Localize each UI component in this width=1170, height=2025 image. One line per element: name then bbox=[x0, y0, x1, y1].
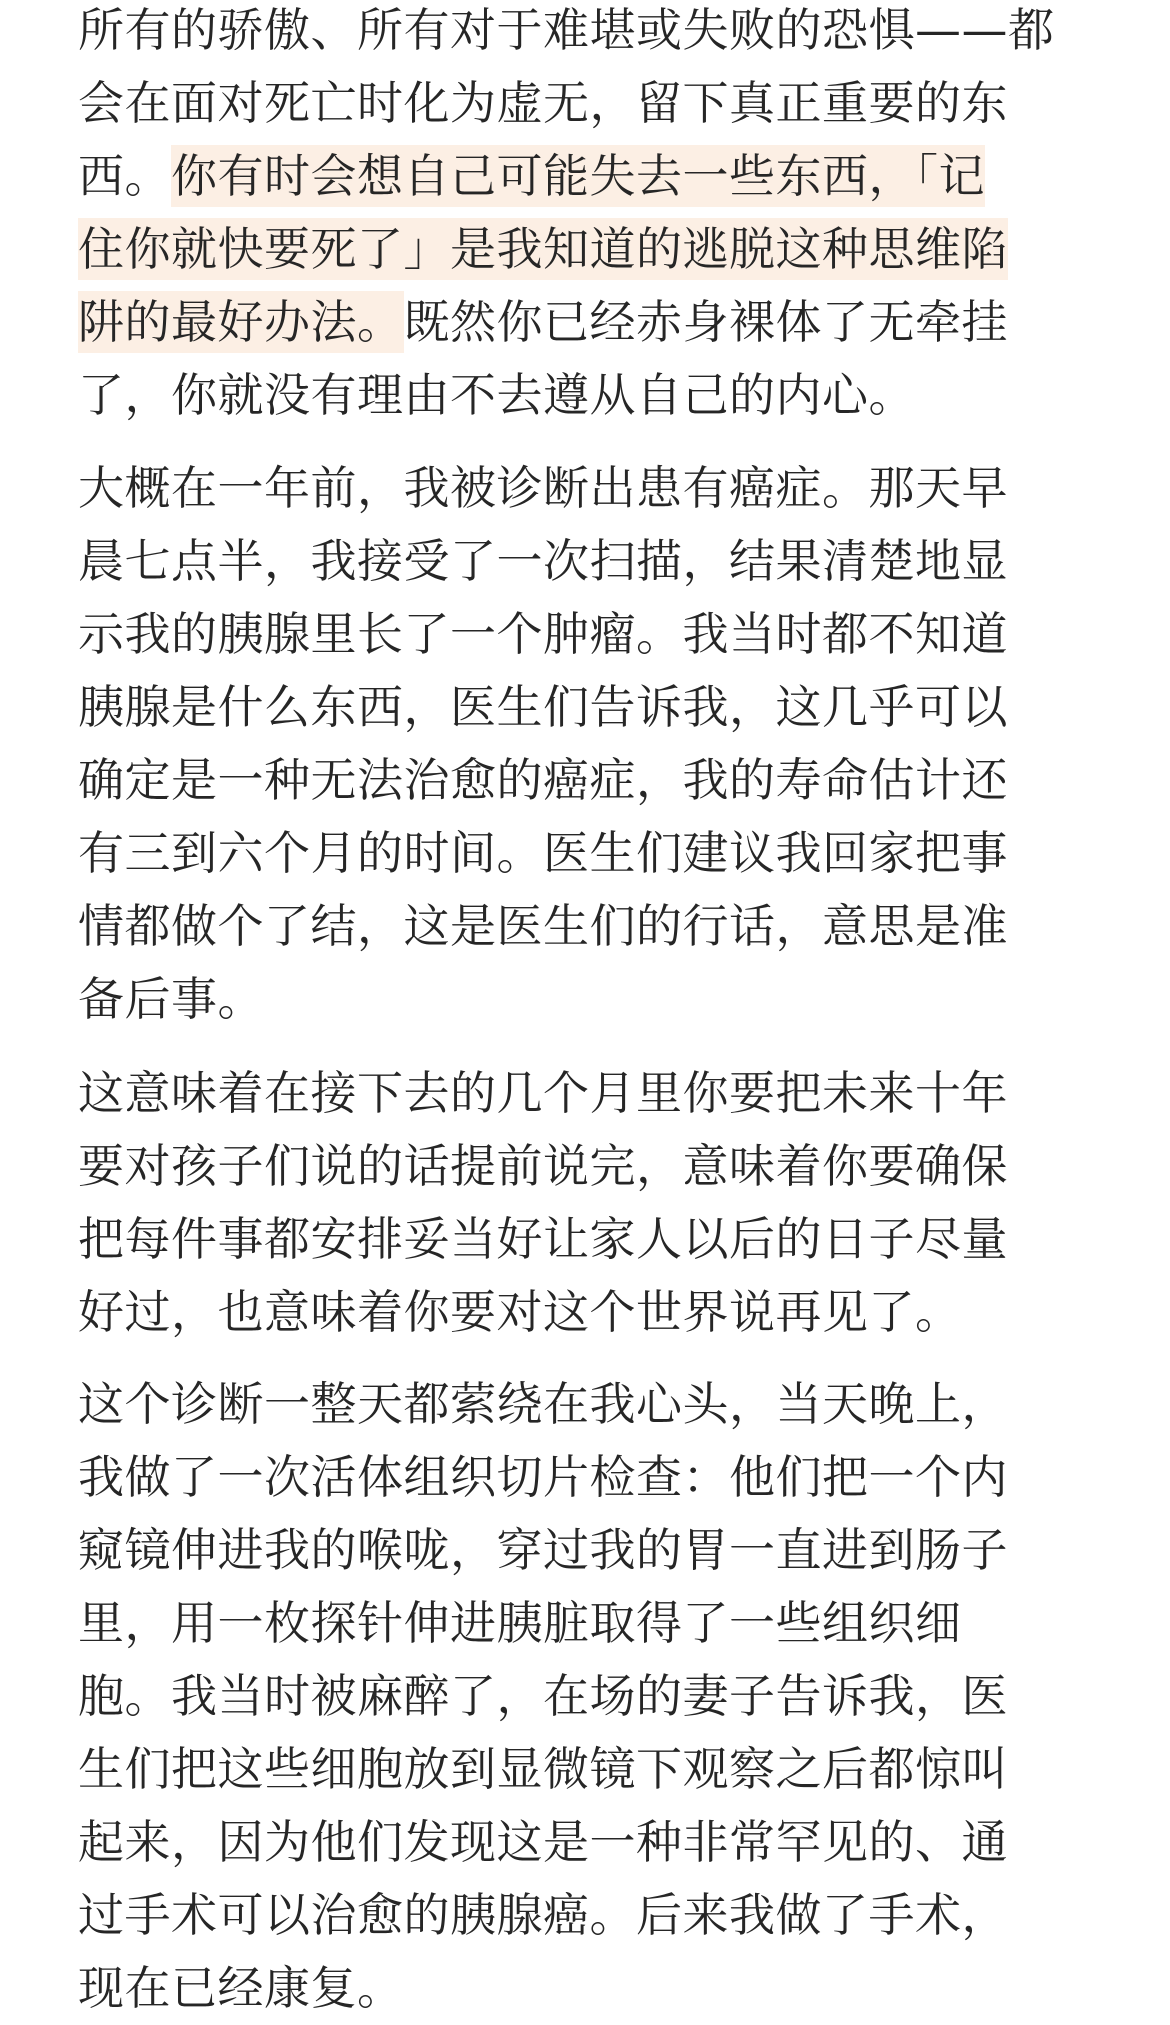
text-line: 现在已经康复。 bbox=[78, 1961, 404, 2015]
text-line: 晨七点半，我接受了一次扫描，结果清楚地显 bbox=[78, 534, 1008, 588]
text-line: 示我的胰腺里长了一个肿瘤。我当时都不知道 bbox=[78, 607, 1008, 661]
text-line: 里，用一枚探针伸进胰脏取得了一些组织细 bbox=[78, 1596, 962, 1650]
text-line: 我做了一次活体组织切片检查：他们把一个内 bbox=[78, 1450, 1008, 1504]
highlighted-text[interactable]: 阱的最好办法。 bbox=[78, 291, 404, 353]
text-line: 大概在一年前，我被诊断出患有癌症。那天早 bbox=[78, 461, 1008, 515]
paragraph-1 bbox=[78, 0, 1118, 432]
highlighted-text[interactable]: 你有时会想自己可能失去一些东西，「记 bbox=[171, 145, 985, 207]
text-line: 备后事。 bbox=[78, 972, 264, 1026]
text-line: 会在面对死亡时化为虚无，留下真正重要的东 bbox=[78, 76, 1008, 130]
text-line: 窥镜伸进我的喉咙，穿过我的胃一直进到肠子 bbox=[78, 1523, 1008, 1577]
text-line: 有三到六个月的时间。医生们建议我回家把事 bbox=[78, 826, 1008, 880]
text-line: 情都做个了结，这是医生们的行话，意思是准 bbox=[78, 899, 1008, 953]
text-line: 胰腺是什么东西，医生们告诉我，这几乎可以 bbox=[78, 680, 1008, 734]
text-line: 这意味着在接下去的几个月里你要把未来十年 bbox=[78, 1066, 1008, 1120]
text-line bbox=[78, 286, 1118, 359]
text-line: 起来，因为他们发现这是一种非常罕见的、通 bbox=[78, 1815, 1008, 1869]
text-line bbox=[78, 213, 1118, 286]
text-line: 胞。我当时被麻醉了，在场的妻子告诉我，医 bbox=[78, 1669, 1008, 1723]
text-line: 把每件事都安排妥当好让家人以后的日子尽量 bbox=[78, 1212, 1008, 1266]
text-line: 要对孩子们说的话提前说完，意味着你要确保 bbox=[78, 1139, 1008, 1193]
text-line: 生们把这些细胞放到显微镜下观察之后都惊叫 bbox=[78, 1742, 1008, 1796]
text-line bbox=[78, 140, 1118, 213]
text-line: 了，你就没有理由不去遵从自己的内心。 bbox=[78, 368, 915, 422]
paragraph-2 bbox=[78, 452, 1118, 1036]
text-line: 这个诊断一整天都萦绕在我心头，当天晚上， bbox=[78, 1377, 1008, 1431]
text-line: 过手术可以治愈的胰腺癌。后来我做了手术， bbox=[78, 1888, 1008, 1942]
text-segment: 既然你已经赤身裸体了无牵挂 bbox=[403, 295, 1008, 349]
paragraph-3 bbox=[78, 1057, 1118, 1349]
text-line: 好过，也意味着你要对这个世界说再见了。 bbox=[78, 1285, 962, 1339]
text-line: 确定是一种无法治愈的癌症，我的寿命估计还 bbox=[78, 753, 1008, 807]
highlighted-text[interactable]: 住你就快要死了」是我知道的逃脱这种思维陷 bbox=[78, 218, 1008, 280]
paragraph-4 bbox=[78, 1368, 1118, 2025]
text-segment: 西。 bbox=[78, 149, 171, 203]
text-line: 所有的骄傲、所有对于难堪或失败的恐惧——都 bbox=[78, 3, 1055, 57]
